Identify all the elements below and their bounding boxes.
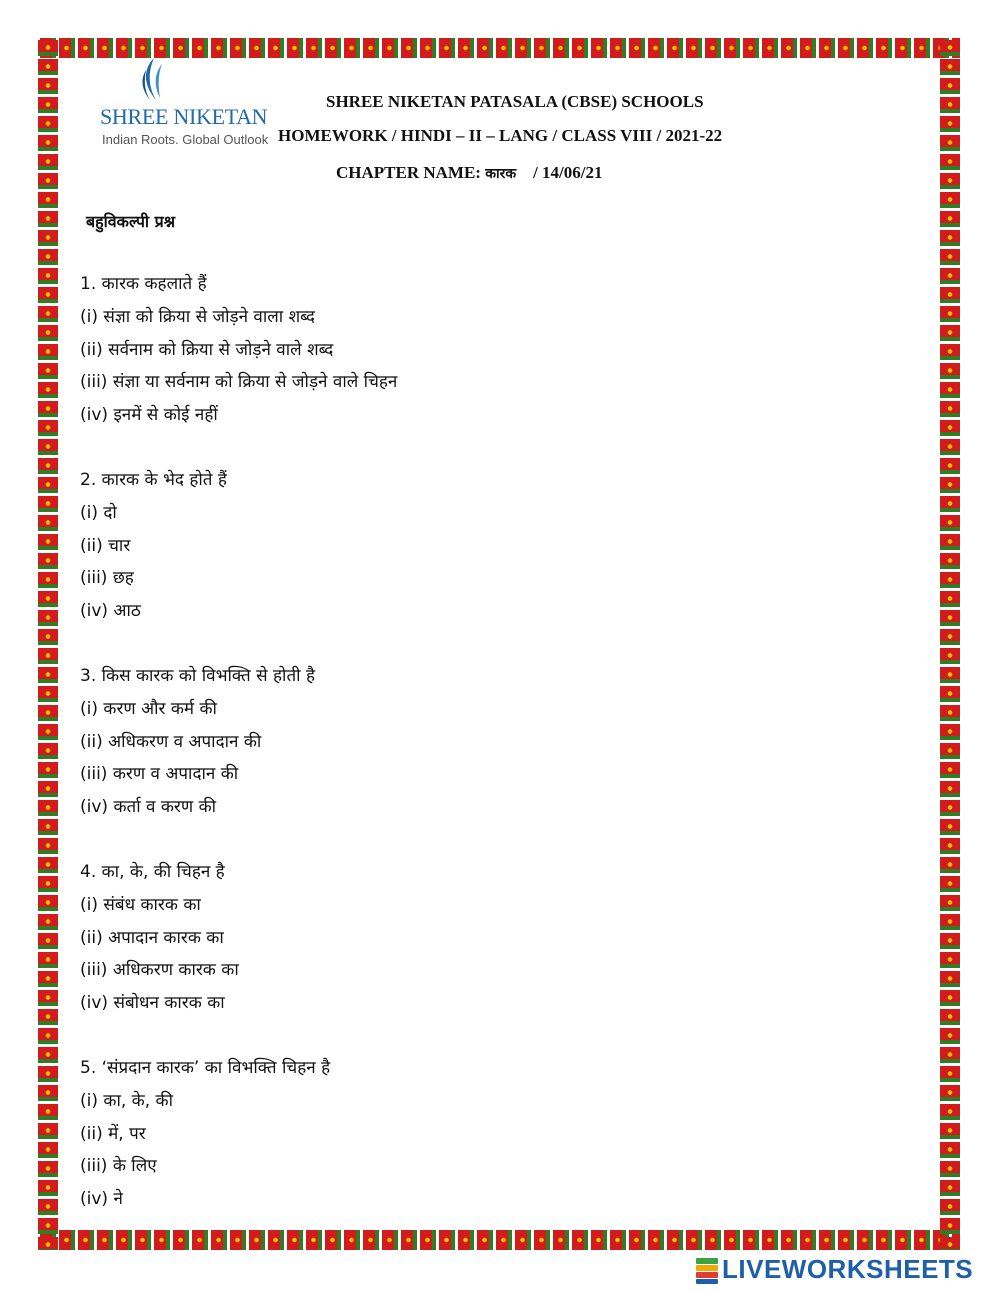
option: (i) दो	[80, 502, 117, 523]
logo-swoosh-icon	[132, 56, 172, 104]
option: (iii) संज्ञा या सर्वनाम को क्रिया से जोड़ने वाले चिहन	[80, 372, 398, 393]
question-text: 5. ‘संप्रदान कारक’ का विभक्ति चिहन है	[80, 1058, 331, 1078]
logo-tagline: Indian Roots. Global Outlook	[102, 132, 269, 147]
option: (i) का, के, की	[80, 1090, 173, 1111]
flower-border-right	[940, 38, 960, 1250]
liveworksheets-text: LIVEWORKSHEETS	[722, 1254, 974, 1284]
option: (ii) चार	[80, 535, 131, 556]
liveworksheets-logo-icon	[696, 1258, 718, 1284]
option: (i) करण और कर्म की	[80, 698, 217, 719]
option: (iv) कर्ता व करण की	[80, 797, 217, 818]
question-3	[80, 660, 315, 824]
option: (iii) करण व अपादान की	[80, 764, 239, 785]
option: (ii) अधिकरण व अपादान की	[80, 731, 262, 752]
option: (iv) आठ	[80, 601, 141, 622]
question-text: 2. कारक के भेद होते हैं	[80, 470, 227, 490]
option: (iii) के लिए	[80, 1156, 157, 1177]
flower-border-left	[38, 38, 58, 1250]
option: (ii) सर्वनाम को क्रिया से जोड़ने वाले शब्द	[80, 339, 334, 360]
option: (ii) अपादान कारक का	[80, 927, 224, 948]
question-1	[80, 268, 397, 432]
question-5	[80, 1052, 330, 1216]
question-text: 1. कारक कहलाते हैं	[80, 274, 207, 294]
flower-border-bottom	[38, 1230, 960, 1250]
question-text: 3. किस कारक को विभक्ति से होती है	[80, 666, 315, 686]
option: (iii) अधिकरण कारक का	[80, 960, 239, 981]
chapter-date: / 14/06/21	[533, 163, 603, 182]
homework-line: HOMEWORK / HINDI – II – LANG / CLASS VIII / 2021-22	[278, 126, 723, 145]
option: (iii) छह	[80, 568, 134, 589]
question-text: 4. का, के, की चिहन है	[80, 862, 225, 882]
school-logo	[96, 56, 268, 152]
question-4	[80, 856, 239, 1020]
school-name: SHREE NIKETAN PATASALA (CBSE) SCHOOLS	[326, 92, 704, 111]
option: (iv) ने	[80, 1189, 123, 1210]
chapter-line	[336, 163, 603, 183]
option: (i) संज्ञा को क्रिया से जोड़ने वाला शब्द	[80, 306, 315, 327]
question-2	[80, 464, 227, 628]
option: (ii) में, पर	[80, 1123, 146, 1144]
logo-name: SHREE NIKETAN	[100, 104, 268, 129]
option: (iv) संबोधन कारक का	[80, 993, 225, 1014]
option: (i) संबंध कारक का	[80, 894, 201, 915]
section-title: बहुविकल्पी प्रश्न	[86, 212, 176, 231]
option: (iv) इनमें से कोई नहीं	[80, 405, 218, 426]
chapter-name: कारक	[485, 166, 517, 182]
liveworksheets-watermark	[696, 1256, 992, 1286]
chapter-label: CHAPTER NAME:	[336, 163, 481, 182]
flower-border-top	[38, 38, 960, 58]
